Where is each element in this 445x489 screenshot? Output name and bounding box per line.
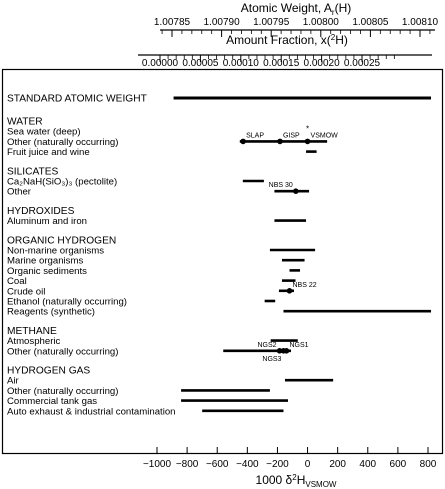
delta-tick-label: 200 <box>329 459 347 470</box>
delta-tick-label: −1000 <box>142 459 172 470</box>
category-header-label: ORGANIC HYDROGEN <box>7 235 117 247</box>
amount-fraction-axis-title: Amount Fraction, x($^2$H) <box>226 33 348 47</box>
row-label: Aluminum and iron <box>7 216 87 228</box>
category-header-label: METHANE <box>7 325 57 337</box>
atomic-weight-tick-label: 1.00810 <box>401 17 439 28</box>
reference-point <box>293 188 299 194</box>
row-label: Reagents (synthetic) <box>7 306 95 318</box>
category-row <box>7 147 317 158</box>
row-label: Coal <box>7 276 27 288</box>
asterisk-mark: * <box>305 124 310 134</box>
row-label: Auto exhaust & industrial contamination <box>7 406 176 418</box>
row-label: Other (naturally occurring) <box>7 346 119 358</box>
row-label: Air <box>7 375 19 387</box>
delta-tick-label: −400 <box>236 459 259 470</box>
row-label: Commercial tank gas <box>7 396 98 408</box>
category-row <box>7 266 300 277</box>
category-row <box>7 276 296 287</box>
amount-fraction-tick-label: 0.00015 <box>263 58 300 69</box>
category-header-label: HYDROXIDES <box>7 205 75 217</box>
category-rows <box>7 94 431 418</box>
amount-fraction-tick-label: 0.00020 <box>303 58 340 69</box>
reference-label: NBS 22 <box>292 281 317 289</box>
category-row <box>7 406 283 417</box>
atomic-weight-tick-label: 1.00790 <box>203 17 240 28</box>
row-label: Sea water (deep) <box>7 126 81 138</box>
category-row <box>7 177 264 188</box>
row-label: Ethanol (naturally occurring) <box>7 296 127 308</box>
atomic-weight-axis <box>154 1 439 37</box>
atomic-weight-tick-label: 1.00805 <box>352 17 389 28</box>
delta-tick-label: −200 <box>266 459 289 470</box>
atomic-weight-tick-label: 1.00800 <box>302 17 339 28</box>
category-row <box>7 307 431 318</box>
row-label: Organic sediments <box>7 265 87 277</box>
delta-tick-label: −800 <box>175 459 199 470</box>
reference-point <box>287 288 293 294</box>
reference-label: GISP <box>283 132 300 140</box>
delta-tick-label: 800 <box>419 459 437 470</box>
reference-point <box>277 139 283 145</box>
reference-point <box>305 139 311 145</box>
reference-point <box>240 139 246 145</box>
row-label: STANDARD ATOMIC WEIGHT <box>7 93 147 105</box>
amount-fraction-axis <box>138 33 432 69</box>
delta-axis-title: 1000 $\delta^2H_{VSMOW}$ <box>255 473 337 489</box>
delta-tick-label: 600 <box>389 459 407 470</box>
row-label: Other <box>7 186 31 198</box>
row-label: Fruit juice and wine <box>7 147 90 159</box>
reference-point <box>284 348 290 354</box>
reference-label: SLAP <box>246 132 265 140</box>
atomic-weight-tick-label: 1.00785 <box>153 17 191 28</box>
category-row <box>7 216 306 227</box>
row-label: Ca₂NaH(SiO₃)₃ (pectolite) <box>7 176 118 188</box>
atomic-weight-tick-label: 1.00795 <box>253 17 290 28</box>
amount-fraction-tick-label: 0.00025 <box>343 58 381 69</box>
category-header-label: SILICATES <box>7 166 59 178</box>
amount-fraction-tick-label: 0.00010 <box>222 58 259 69</box>
atomic-weight-axis-title: Atomic Weight, $A_r(H)$ <box>240 1 352 17</box>
category-header-label: HYDROGEN GAS <box>7 365 91 377</box>
reference-label: NGS1 <box>289 341 309 349</box>
category-row <box>7 94 431 105</box>
row-label: Crude oil <box>7 286 46 298</box>
row-label: Other (naturally occurring) <box>7 136 119 148</box>
delta-tick-label: −600 <box>205 459 229 470</box>
delta-tick-label: 400 <box>359 459 377 470</box>
category-header <box>7 366 90 377</box>
reference-label: NBS 30 <box>268 182 293 190</box>
delta-tick-label: 0 <box>304 459 311 470</box>
amount-fraction-tick-label: 0.00000 <box>141 58 179 69</box>
category-header-label: WATER <box>7 116 43 128</box>
row-label: Non-marine organisms <box>7 245 105 257</box>
row-label: Atmospheric <box>7 336 61 348</box>
reference-label: NGS2 <box>257 341 277 349</box>
reference-label: NGS3 <box>262 355 282 363</box>
row-label: Other (naturally occurring) <box>7 385 119 397</box>
reference-label: VSMOW <box>310 132 338 140</box>
row-label: Marine organisms <box>7 255 84 267</box>
amount-fraction-tick-label: 0.00005 <box>182 58 219 69</box>
category-row <box>7 282 317 298</box>
